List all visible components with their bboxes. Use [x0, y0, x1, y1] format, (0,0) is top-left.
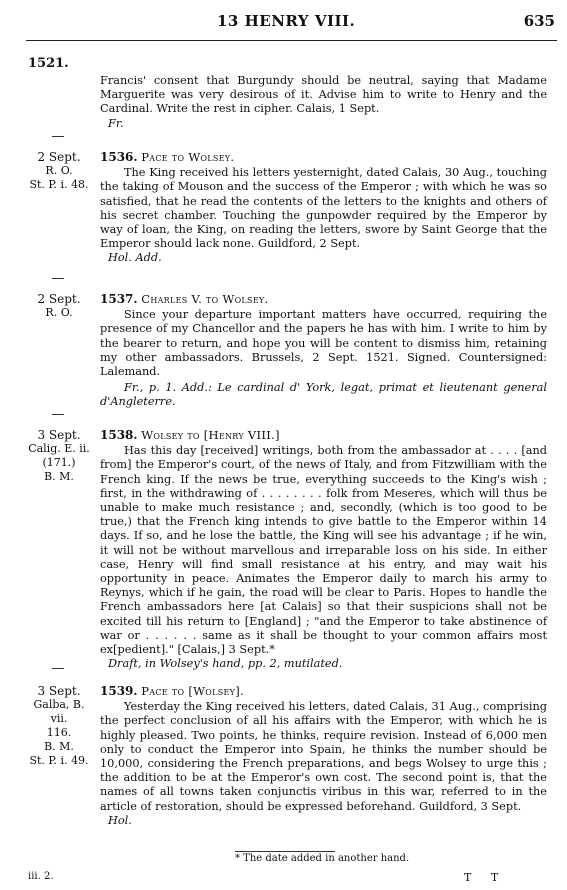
entry-separator — [52, 136, 64, 137]
entry-paragraph: Francis' consent that Burgundy should be neutral, saying that Madame Marguerite was very desirous of it. Advise him to write to Henry and the Cardinal. Write the rest in cipher. Calais, 1 Sept. — [100, 74, 547, 116]
entry-source: Galba, B. vii. — [33, 698, 85, 725]
footnote-rule — [235, 851, 335, 852]
entry-number: 1537. — [100, 292, 138, 306]
entry-note: Hol. — [108, 813, 132, 827]
entry-source: Calig. E. ii. — [28, 442, 90, 455]
entry-separator — [52, 668, 64, 669]
entry-reference: St. P. i. 49. — [29, 754, 89, 767]
entry-date: 2 Sept. — [37, 292, 81, 306]
entry-title: Pace to Wolsey. — [141, 150, 235, 164]
entry-source: R. O. — [45, 306, 73, 319]
entry-number: 1539. — [100, 684, 138, 698]
entry-note: Draft, in Wolsey's hand, pp. 2, mutilated. — [108, 657, 343, 671]
entry-number: 1536. — [100, 150, 138, 164]
entry-body — [100, 684, 547, 828]
entry-heading — [100, 292, 547, 306]
entry-paragraph: Since your departure important matters have occurred, requiring the presence of my Chancellor and the papers he has with him. I write to him by the bearer to return, and hope you will be content to dismiss him, retaining my other ambassadors. Brussels, 2 Sept. 1521. Signed. Countersigned: Lalemand. — [100, 308, 547, 379]
running-title: 13 HENRY VIII. — [217, 12, 356, 30]
page-number: 635 — [523, 12, 555, 30]
signature-mark-right: T T — [464, 871, 507, 884]
entry-heading — [100, 684, 547, 698]
entry-body — [100, 428, 547, 671]
entry-separator — [52, 414, 64, 415]
entry-paragraph: Yesterday the King received his letters, dated Calais, 31 Aug., comprising the perfect conclusion of all his affairs with the Emperor, with which he is highly pleased. Two points, he thinks, require revision. Instead of 6,000 men only to conduct the Emperor into Spain, he thinks the number should be 10,000, considering the French preparations, and begs Wolsey to urge this ; the addition to be at the Emperor's own cost. The second point is, that the names of all towns taken conjunctis viribus in this war, referred to in the article of restoration, should be expressed beforehand. Guildford, 3 Sept. — [100, 700, 547, 813]
entry-title: Wolsey to [Henry VIII.] — [141, 428, 280, 442]
entry-repository: B. M. — [44, 740, 74, 753]
entry-date: 3 Sept. — [37, 684, 81, 698]
entry-note: Fr. — [108, 116, 124, 130]
entry-date: 2 Sept. — [37, 150, 81, 164]
entry-reference: St. P. i. 48. — [29, 178, 89, 191]
entry-paragraph: Has this day [received] writings, both from the ambassador at . . . . [and from] the Emperor's court, of the news of Italy, and from Fitzwilliam with the French king. If the news be true, everything succeeds to the King's wish ; first, in the withdrawing of . . . . . . . . folk from Meseres, which will thus be unable to make much resistance ; and, secondly, (which is too good to be true,) that the French king intends to give battle to the Emperor within 14 days. If so, and he lose the battle, the King will see his advantage ; if he win, it will not be without marvellous and irreparable loss on his side. In either case, Henry will find small resistance at his entry, and may wait his opportunity in peace. Animates the Emperor daily to march his army to Reynys, which if he gain, the road will be clear to Paris. Hopes to handle the French ambassadors here [at Calais] so that their suspicions shall not be excited till his return to [England] ; "and the Emperor to take abstinence of war or . . . . . . same as it shall be thought to your common affairs most ex[pedient]." [Calais,] 3 Sept.* — [100, 444, 547, 657]
year-marker: 1521. — [28, 56, 69, 71]
entry-note: Hol. Add. — [108, 251, 162, 265]
entry-body — [100, 292, 547, 410]
entry-margin — [24, 150, 94, 192]
entry-date: 3 Sept. — [37, 428, 81, 442]
entry-margin — [24, 292, 94, 320]
entry-folio: 116. — [46, 726, 72, 739]
entry-margin — [24, 684, 94, 768]
entry-title: Pace to [Wolsey]. — [141, 684, 244, 698]
entry-repository: B. M. — [44, 470, 74, 483]
header-rule — [26, 40, 557, 41]
running-header — [0, 10, 567, 38]
entry-title: Charles V. to Wolsey. — [141, 292, 269, 306]
footnote: * The date added in another hand. — [235, 853, 410, 864]
entry-paragraph: The King received his letters yesternight, dated Calais, 30 Aug., touching the taking of Mouson and the success of the Emperor ; with which he was so satisfied, that he read the contents of the letters to the knights and others of his secret chamber. Touching the gunpowder required by the Emperor by way of loan, the King, on reading the letters, swore by Saint George that the Emperor should lack none. Guildford, 2 Sept. — [100, 166, 547, 251]
entry-heading — [100, 150, 547, 164]
entry-margin — [24, 428, 94, 484]
entry-number: 1538. — [100, 428, 138, 442]
entry-separator — [52, 278, 64, 279]
entry-body — [100, 150, 547, 266]
entry-heading — [100, 428, 547, 442]
entry-source: R. O. — [45, 164, 73, 177]
signature-mark-left: iii. 2. — [28, 871, 54, 882]
entry-body — [100, 74, 547, 131]
entry-note: Fr., p. 1. Add.: Le cardinal d' York, legat, primat et lieutenant general d'Angleterre. — [100, 381, 547, 409]
entry-folio: (171.) — [42, 456, 76, 469]
